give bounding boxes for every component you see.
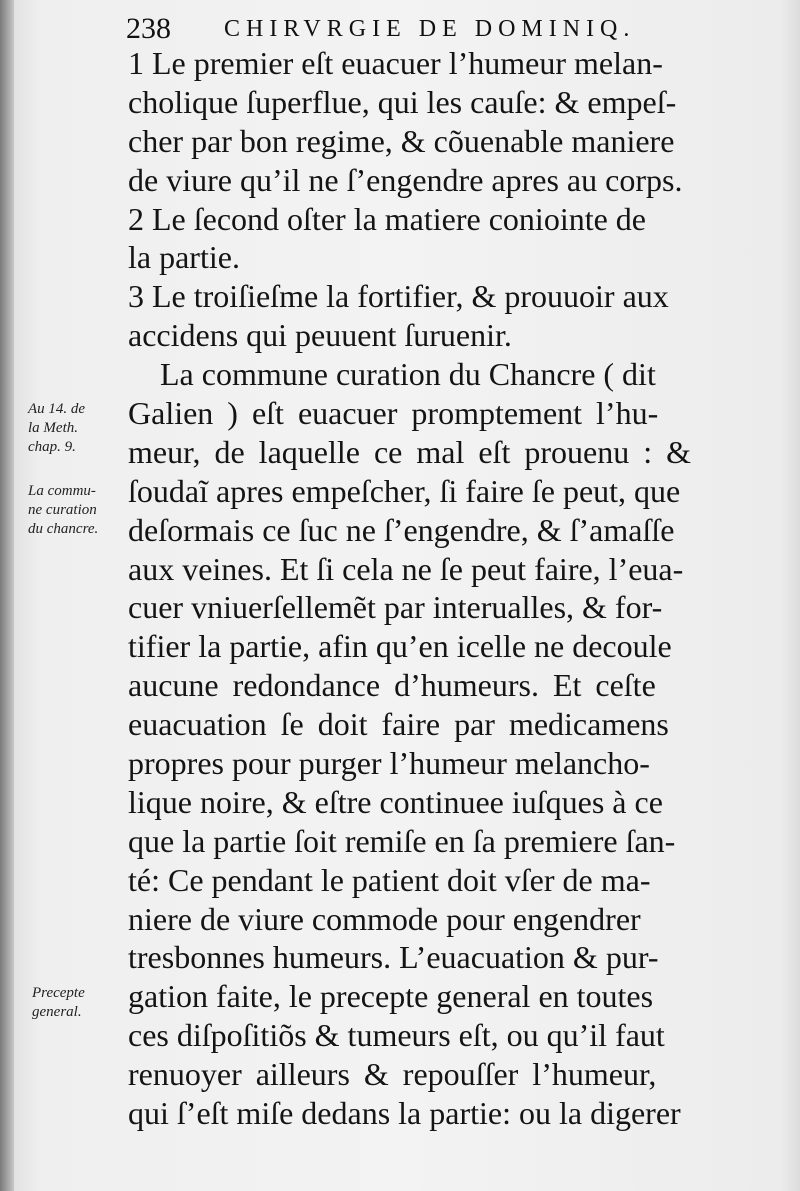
text-line: qui ſ’eſt miſe dedans la partie: ou la digerer xyxy=(128,1095,681,1132)
text-line: accidens qui peuuent ſuruenir. xyxy=(128,317,512,354)
text-line: euacuation ſe doit faire par medicamens xyxy=(128,706,669,743)
text-line: 1 Le premier eſt euacuer l’humeur melan- xyxy=(128,45,663,81)
text-line: 2 Le ſecond oſter la matiere coniointe de xyxy=(128,200,646,237)
page-number: 238 xyxy=(126,12,171,45)
margin-note-common-cure xyxy=(28,482,138,539)
text-line: Galien ) eſt euacuer promptement l’hu- xyxy=(128,395,659,432)
text-line: que la partie ſoit remiſe en ſa premiere ſan- xyxy=(128,822,676,859)
text-line: renuoyer ailleurs & repouſſer l’humeur, xyxy=(128,1056,657,1093)
text-line: propres pour purger l’humeur melancho- xyxy=(128,745,650,782)
text-line: cher par bon regime, & cõuenable maniere xyxy=(128,122,675,159)
margin-note-reference xyxy=(28,400,138,457)
text-line: gation faite, le precepte general en toutes xyxy=(128,978,654,1015)
body-text xyxy=(128,44,748,1133)
text-line: 3 Le troiſieſme la fortifier, & prouuoir aux xyxy=(128,278,669,315)
text-line: té: Ce pendant le patient doit vſer de ma- xyxy=(128,861,651,898)
margin-note-line: general. xyxy=(32,1004,82,1020)
text-line: cholique ſuperflue, qui les cauſe: & empeſ- xyxy=(128,83,677,120)
text-line: ces diſpoſitiõs & tumeurs eſt, ou qu’il faut xyxy=(128,1017,665,1054)
margin-note-line: Au 14. de xyxy=(28,401,86,417)
text-line: la partie. xyxy=(128,239,240,276)
text-line: meur, de laquelle ce mal eſt prouenu : & xyxy=(128,433,691,470)
margin-note-line: du chancre. xyxy=(28,521,99,537)
text-line: de viure qu’il ne ſ’engendre apres au corps. xyxy=(128,161,683,198)
text-line: lique noire, & eſtre continuee iuſques à ce xyxy=(128,783,663,820)
margin-note-line: La commu- xyxy=(28,483,96,499)
text-line: niere de viure commode pour engendrer xyxy=(128,900,641,937)
text-line: tresbonnes humeurs. L’euacuation & pur- xyxy=(128,939,659,976)
margin-note-line: chap. 9. xyxy=(28,439,76,455)
margin-note-general-precept xyxy=(32,984,132,1022)
text-line: ſoudaĩ apres empeſcher, ſi faire ſe peut, que xyxy=(128,472,681,509)
margin-note-line: la Meth. xyxy=(28,420,78,436)
running-title: CHIRVRGIE DE DOMINIQ. xyxy=(224,16,636,42)
margin-note-line: Precepte xyxy=(32,985,85,1001)
text-line: aucune redondance d’humeurs. Et ceſte xyxy=(128,667,656,704)
text-line: cuer vniuerſellemẽt par interualles, & for- xyxy=(128,589,663,626)
page-gutter-shadow xyxy=(0,0,14,1191)
text-line: tifier la partie, afin qu’en icelle ne decoule xyxy=(128,628,672,665)
margin-note-line: ne curation xyxy=(28,502,97,518)
text-line: La commune curation du Chancre ( dit xyxy=(128,356,656,393)
text-line: aux veines. Et ſi cela ne ſe peut faire, l’eua- xyxy=(128,550,684,587)
text-line: deſormais ce ſuc ne ſ’engendre, & ſ’amaſſe xyxy=(128,511,675,548)
